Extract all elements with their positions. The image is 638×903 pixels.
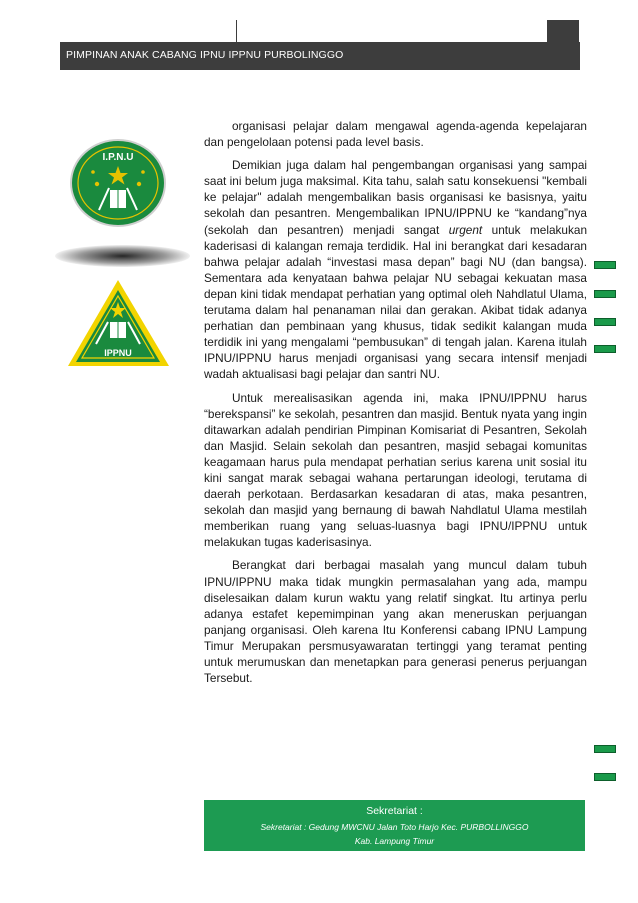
footer-region: Kab. Lampung Timur: [354, 836, 435, 846]
footer-secretariat: [204, 800, 585, 851]
paragraph-2-part-a: Demikian juga dalam hal pengembangan organisasi yang sampai saat ini belum juga maksimal. Kita tahu, salah satu konsekuensi "kembali ke pelajar" adalah mengembalikan basis organisasi ke basisnya, yaitu sekolah dan pesantren. Mengembalikan IPNU/IPPNU ke “kandang”nya (sekolah dan pesantren) menjadi sangat: [204, 158, 587, 237]
ipnu-logo-text: I.P.N.U: [102, 152, 134, 163]
ippnu-logo-text: IPPNU: [104, 348, 132, 358]
side-tab: [594, 345, 616, 353]
body-text: [204, 118, 587, 693]
header-title: PIMPINAN ANAK CABANG IPNU IPPNU PURBOLINGGO: [66, 49, 344, 61]
side-tab: [594, 290, 616, 298]
footer-address: Sekretariat : Gedung MWCNU Jalan Toto Harjo Kec. PURBOLLINGGO: [260, 822, 529, 832]
paragraph-1: organisasi pelajar dalam mengawal agenda-agenda kepelajaran dan pengelolaan potensi pada level basis.: [204, 119, 587, 150]
logo-shadow: [55, 245, 190, 267]
side-tab: [594, 773, 616, 781]
footer-title: Sekretariat :: [366, 805, 423, 817]
paragraph-3: Untuk merealisasikan agenda ini, maka IPNU/IPPNU harus “berekspansi” ke sekolah, pesantren dan masjid. Bentuk nyata yang ingin ditawarkan adalah pendirian Pimpinan Komisariat di Pesantren, Sekolah dan Masjid. Selain sekolah dan pesantren, masjid sebagai komunitas keagamaan harus pula mendapat perhatian serius karena unit sosial itu kini sangat marak sebagai wahana pertarungan ideologi, terutama di daerah perkotaan. Berdasarkan kesadaran di atas, maka pesantren, sekolah dan masjid yang bernaung di bawah Nahdlatul Ulama mestilah memberikan ruang yang seluas-luasnya bagi IPNU/IPPNU untuk melakukan tugas kaderisasinya.: [204, 390, 587, 550]
side-tab: [594, 745, 616, 753]
paragraph-4: Berangkat dari berbagai masalah yang muncul dalam tubuh IPNU/IPPNU maka tidak mungkin permasalahan yang ada, mampu diselesaikan dalam kurun waktu yang relatif singkat. Itu artinya perlu adanya estafet kepemimpinan yang akan meneruskan perjuangan panjang organisasi. Oleh karena Itu Konferensi cabang IPNU Lampung Timur Merupakan persmusyawaratan tertinggi yang teramat penting untuk merumuskan dan menetapkan para generasi penerus perjuangan Tersebut.: [204, 558, 587, 686]
paragraph-2-emphasis: urgent: [448, 222, 483, 237]
ippnu-logo: [66, 278, 171, 368]
header-accent-gap: [237, 20, 547, 42]
paragraph-2-part-b: untuk melakukan kaderisasi di kalangan remaja terdidik. Hal ini berangkat dari kesadaran bahwa pelajar adalah “investasi masa depan” bagi NU (dan bangsa). Sementara ada kenyataan bahwa pelajar NU sebagai kekuatan masa depan kini tidak mendapat perhatian yang optimal oleh Nahdlatul Ulama, terutama dalam hal penanaman nilai dan gerakan. Akibat tidak adanya perhatian dan pembinaan yang khusus, tidak sedikit kalangan muda terdidik ini yang mengalami “pembusukan” di tengah jalan. Karena itulah IPNU/IPPNU harus menjadi organisasi yang secara intensif menjadi wadah aktualisasi bagi pelajar dan santri NU.: [204, 222, 588, 382]
side-tab: [594, 318, 616, 326]
ipnu-logo: [69, 138, 167, 228]
paragraph-2: [204, 157, 587, 382]
side-tab: [594, 261, 616, 269]
